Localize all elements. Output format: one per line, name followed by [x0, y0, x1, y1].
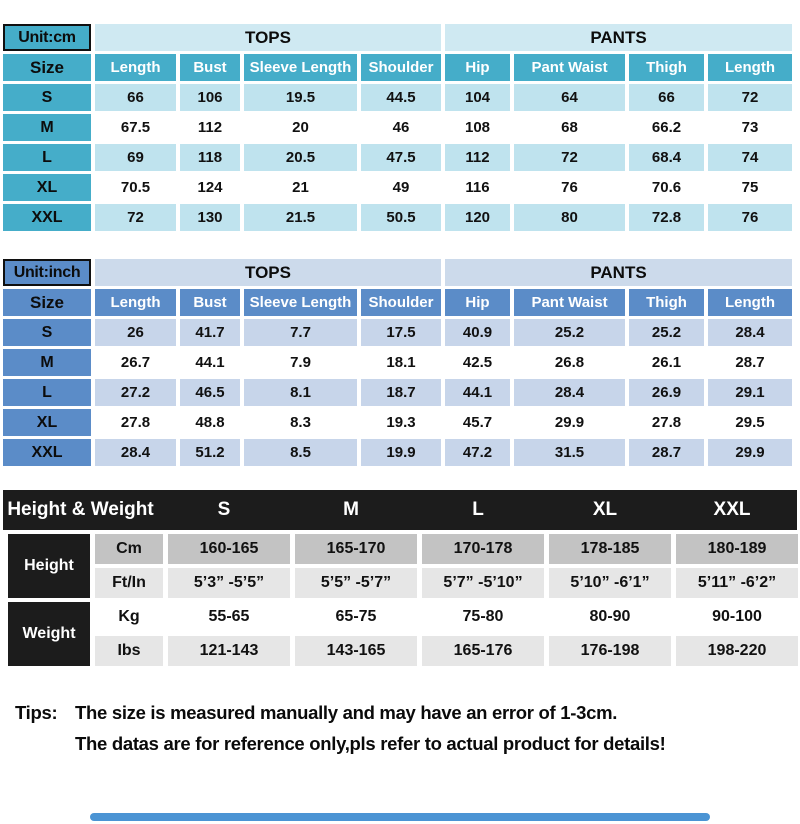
value-cell: 176-198 [549, 636, 671, 666]
unit-label-ftin: Ft/In [95, 568, 163, 598]
value-cell: 27.8 [629, 409, 704, 436]
value-cell: 104 [445, 84, 510, 111]
value-cell: 90-100 [676, 602, 798, 632]
tips-line-1 [15, 702, 800, 724]
value-cell: 66 [95, 84, 176, 111]
value-cell: 47.5 [361, 144, 441, 171]
column-header-pant-length: Length [708, 289, 792, 316]
column-header-sleeve-length: Sleeve Length [244, 54, 357, 81]
value-cell: 160-165 [168, 534, 290, 564]
tips-prefix: Tips: [15, 702, 58, 723]
row-label: L [3, 144, 91, 171]
value-cell: 28.4 [95, 439, 176, 466]
value-cell: 8.1 [244, 379, 357, 406]
value-cell: 68 [514, 114, 625, 141]
value-cell: 51.2 [180, 439, 240, 466]
value-cell: 26.1 [629, 349, 704, 376]
value-cell: 73 [708, 114, 792, 141]
size-header-xl: XL [592, 499, 618, 520]
column-header-sleeve-length: Sleeve Length [244, 289, 357, 316]
scroll-indicator-bar[interactable] [90, 813, 710, 821]
value-cell: 5’11” -6’2” [676, 568, 798, 598]
value-cell: 45.7 [445, 409, 510, 436]
value-cell: 18.1 [361, 349, 441, 376]
unit-label-kg: Kg [95, 602, 163, 632]
value-cell: 26.7 [95, 349, 176, 376]
size-corner-header: Size [3, 289, 91, 316]
row-label: XL [3, 174, 91, 201]
value-cell: 55-65 [168, 602, 290, 632]
value-cell: 28.7 [629, 439, 704, 466]
column-header-shoulder: Shoulder [361, 54, 441, 81]
value-cell: 75-80 [422, 602, 544, 632]
value-cell: 41.7 [180, 319, 240, 346]
column-header-thigh: Thigh [629, 54, 704, 81]
value-cell: 5’3” -5’5” [168, 568, 290, 598]
value-cell: 26.8 [514, 349, 625, 376]
value-cell: 48.8 [180, 409, 240, 436]
value-cell: 69 [95, 144, 176, 171]
value-cell: 20.5 [244, 144, 357, 171]
value-cell: 198-220 [676, 636, 798, 666]
value-cell: 121-143 [168, 636, 290, 666]
value-cell: 74 [708, 144, 792, 171]
value-cell: 130 [180, 204, 240, 231]
column-header-shoulder: Shoulder [361, 289, 441, 316]
value-cell: 44.1 [180, 349, 240, 376]
row-label: S [3, 319, 91, 346]
value-cell: 76 [514, 174, 625, 201]
column-header-pant-waist: Pant Waist [514, 54, 625, 81]
value-cell: 180-189 [676, 534, 798, 564]
row-label: M [3, 349, 91, 376]
value-cell: 143-165 [295, 636, 417, 666]
column-header-hip: Hip [445, 54, 510, 81]
column-header-length: Length [95, 289, 176, 316]
column-header-pant-waist: Pant Waist [514, 289, 625, 316]
size-table-inch [3, 259, 797, 466]
value-cell: 19.5 [244, 84, 357, 111]
value-cell: 44.1 [445, 379, 510, 406]
value-cell: 8.3 [244, 409, 357, 436]
value-cell: 18.7 [361, 379, 441, 406]
value-cell: 112 [445, 144, 510, 171]
value-cell: 106 [180, 84, 240, 111]
value-cell: 7.9 [244, 349, 357, 376]
value-cell: 19.9 [361, 439, 441, 466]
value-cell: 80-90 [549, 602, 671, 632]
value-cell: 42.5 [445, 349, 510, 376]
group-header-tops: TOPS [95, 24, 441, 51]
value-cell: 170-178 [422, 534, 544, 564]
value-cell: 178-185 [549, 534, 671, 564]
value-cell: 27.8 [95, 409, 176, 436]
row-label: XXL [3, 439, 91, 466]
unit-cm-label: Unit:cm [3, 24, 91, 51]
value-cell: 5’5” -5’7” [295, 568, 417, 598]
value-cell: 26.9 [629, 379, 704, 406]
value-cell: 66.2 [629, 114, 704, 141]
value-cell: 70.6 [629, 174, 704, 201]
height-weight-body [3, 534, 797, 666]
value-cell: 8.5 [244, 439, 357, 466]
tips-block [15, 702, 800, 755]
size-header-s: S [217, 499, 231, 520]
value-cell: 29.1 [708, 379, 792, 406]
group-header-pants: PANTS [445, 259, 792, 286]
value-cell: 165-170 [295, 534, 417, 564]
value-cell: 68.4 [629, 144, 704, 171]
row-label: XL [3, 409, 91, 436]
value-cell: 31.5 [514, 439, 625, 466]
value-cell: 29.5 [708, 409, 792, 436]
unit-label-cm: Cm [95, 534, 163, 564]
column-header-thigh: Thigh [629, 289, 704, 316]
size-corner-header: Size [3, 54, 91, 81]
unit-inch-label: Unit:inch [3, 259, 91, 286]
value-cell: 5’7” -5’10” [422, 568, 544, 598]
value-cell: 112 [180, 114, 240, 141]
value-cell: 120 [445, 204, 510, 231]
value-cell: 21.5 [244, 204, 357, 231]
value-cell: 27.2 [95, 379, 176, 406]
tips-text-2: The datas are for reference only,pls refer to actual product for details! [75, 733, 666, 754]
value-cell: 20 [244, 114, 357, 141]
value-cell: 17.5 [361, 319, 441, 346]
value-cell: 5’10” -6’1” [549, 568, 671, 598]
column-header-bust: Bust [180, 289, 240, 316]
section-label-height: Height [8, 534, 90, 598]
row-label: XXL [3, 204, 91, 231]
value-cell: 47.2 [445, 439, 510, 466]
value-cell: 46 [361, 114, 441, 141]
value-cell: 44.5 [361, 84, 441, 111]
value-cell: 65-75 [295, 602, 417, 632]
column-header-length: Length [95, 54, 176, 81]
height-weight-header [3, 490, 797, 530]
row-label: L [3, 379, 91, 406]
row-label: M [3, 114, 91, 141]
value-cell: 66 [629, 84, 704, 111]
size-header-xxl: XXL [713, 499, 751, 520]
value-cell: 26 [95, 319, 176, 346]
size-header-l: L [472, 499, 484, 520]
column-header-bust: Bust [180, 54, 240, 81]
value-cell: 116 [445, 174, 510, 201]
value-cell: 7.7 [244, 319, 357, 346]
column-header-hip: Hip [445, 289, 510, 316]
value-cell: 46.5 [180, 379, 240, 406]
value-cell: 118 [180, 144, 240, 171]
value-cell: 29.9 [708, 439, 792, 466]
value-cell: 25.2 [514, 319, 625, 346]
value-cell: 72 [514, 144, 625, 171]
value-cell: 165-176 [422, 636, 544, 666]
group-header-pants: PANTS [445, 24, 792, 51]
value-cell: 28.4 [514, 379, 625, 406]
value-cell: 108 [445, 114, 510, 141]
height-weight-table [3, 490, 797, 666]
group-header-tops: TOPS [95, 259, 441, 286]
value-cell: 29.9 [514, 409, 625, 436]
value-cell: 50.5 [361, 204, 441, 231]
column-header-pant-length: Length [708, 54, 792, 81]
value-cell: 80 [514, 204, 625, 231]
value-cell: 19.3 [361, 409, 441, 436]
value-cell: 72 [95, 204, 176, 231]
value-cell: 64 [514, 84, 625, 111]
value-cell: 28.4 [708, 319, 792, 346]
value-cell: 67.5 [95, 114, 176, 141]
size-table-cm [3, 24, 797, 231]
value-cell: 72.8 [629, 204, 704, 231]
value-cell: 49 [361, 174, 441, 201]
section-label-weight: Weight [8, 602, 90, 666]
value-cell: 124 [180, 174, 240, 201]
value-cell: 25.2 [629, 319, 704, 346]
value-cell: 72 [708, 84, 792, 111]
size-header-m: M [343, 499, 359, 520]
value-cell: 28.7 [708, 349, 792, 376]
value-cell: 70.5 [95, 174, 176, 201]
value-cell: 75 [708, 174, 792, 201]
tips-text-1: The size is measured manually and may have an error of 1-3cm. [75, 702, 618, 723]
height-weight-title: Height & Weight [7, 499, 154, 520]
row-label: S [3, 84, 91, 111]
value-cell: 21 [244, 174, 357, 201]
value-cell: 76 [708, 204, 792, 231]
value-cell: 40.9 [445, 319, 510, 346]
unit-label-ibs: Ibs [95, 636, 163, 666]
